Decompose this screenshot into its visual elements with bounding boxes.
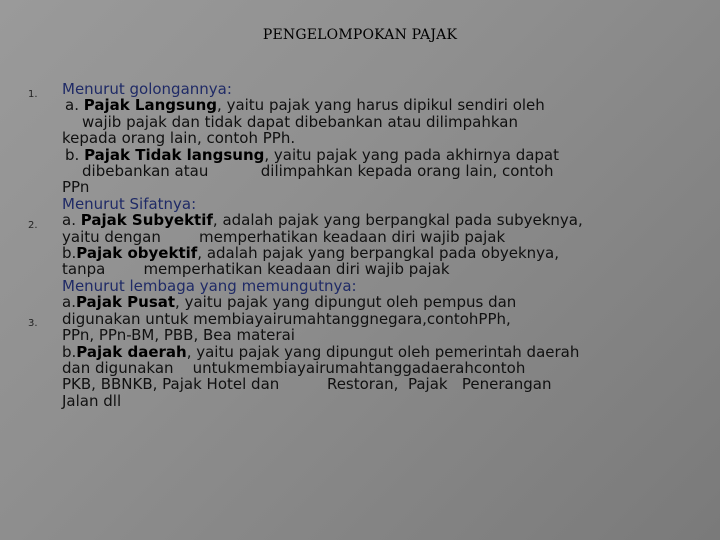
section-1-item-b: b. Pajak Tidak langsung, yaitu pajak yang pada akhirnya dapat — [65, 145, 559, 164]
section-1-heading: Menurut golongannya: — [62, 80, 232, 98]
section-1-item-b-line-2: dibebankan atau dilimpahkan kepada orang lain, contoh — [82, 162, 554, 181]
section-1-item-b-line-3: PPn — [62, 178, 90, 197]
section-1-item-a-line-3: kepada orang lain, contoh PPh. — [62, 129, 296, 148]
section-2-item-a-line-2: yaitu dengan memperhatikan keadaan diri wajib pajak — [62, 227, 506, 246]
section-3-item-b-line-3: PKB, BBNKB, Pajak Hotel dan Restoran, Pajak Penerangan — [62, 375, 552, 394]
list-number-2: 2. — [28, 220, 38, 231]
section-1-item-a-line-2: wajib pajak dan tidak dapat dibebankan atau dilimpahkan — [82, 112, 518, 131]
section-3-item-b-line-2: dan digunakan untukmembiayairumahtanggadaerahcontoh — [62, 358, 526, 377]
list-number-1: 1. — [28, 89, 38, 100]
section-2-heading: Menurut Sifatnya: — [62, 194, 197, 213]
section-3-item-a-line-2: digunakan untuk membiayairumahtanggnegara,contohPPh, — [62, 309, 511, 328]
section-3-heading: Menurut lembaga yang memungutnya: — [62, 276, 357, 295]
section-2-item-b-line-2: tanpa memperhatikan keadaan diri wajib pajak — [62, 260, 450, 279]
section-2-item-b: b.Pajak obyektif, adalah pajak yang berpangkal pada obyeknya, — [62, 244, 559, 263]
slide-title: PENGELOMPOKAN PAJAK — [262, 27, 458, 43]
section-3-item-a: a.Pajak Pusat, yaitu pajak yang dipungut oleh pempus dan — [62, 293, 517, 312]
section-2-item-a: a. Pajak Subyektif, adalah pajak yang berpangkal pada subyeknya, — [62, 211, 583, 230]
section-3-item-b: b.Pajak daerah, yaitu pajak yang dipungut oleh pemerintah daerah — [62, 342, 580, 361]
slide-content — [62, 81, 712, 409]
section-3-item-b-line-4: Jalan dll — [62, 391, 122, 410]
section-3-item-a-line-3: PPn, PPn-BM, PBB, Bea materai — [62, 326, 295, 345]
list-number-3: 3. — [28, 318, 38, 329]
section-1-item-a: a. Pajak Langsung, yaitu pajak yang harus dipikul sendiri oleh — [65, 96, 545, 115]
